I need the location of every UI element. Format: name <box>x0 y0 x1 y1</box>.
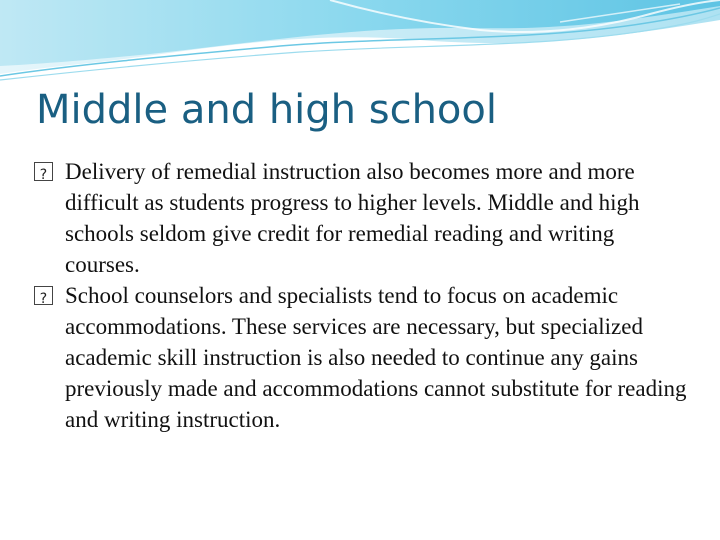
bullet-text: School counselors and specialists tend to focus on academic accommodations. These services are necessary, but specialized academic skill instruction is also needed to continue any gains previously made and accommodations cannot substitute for reading and writing instruction. <box>65 283 687 432</box>
list-item <box>32 156 692 280</box>
list-item <box>32 280 692 435</box>
bullet-text: Delivery of remedial instruction also becomes more and more difficult as students progress to higher levels. Middle and high schools seldom give credit for remedial reading and writing courses. <box>65 159 640 277</box>
unknown-glyph-box-icon <box>34 286 53 305</box>
unknown-glyph-box-icon <box>34 162 53 181</box>
slide-title: Middle and high school <box>36 87 497 133</box>
decorative-wave-banner <box>0 0 720 90</box>
bullet-list <box>32 156 692 435</box>
